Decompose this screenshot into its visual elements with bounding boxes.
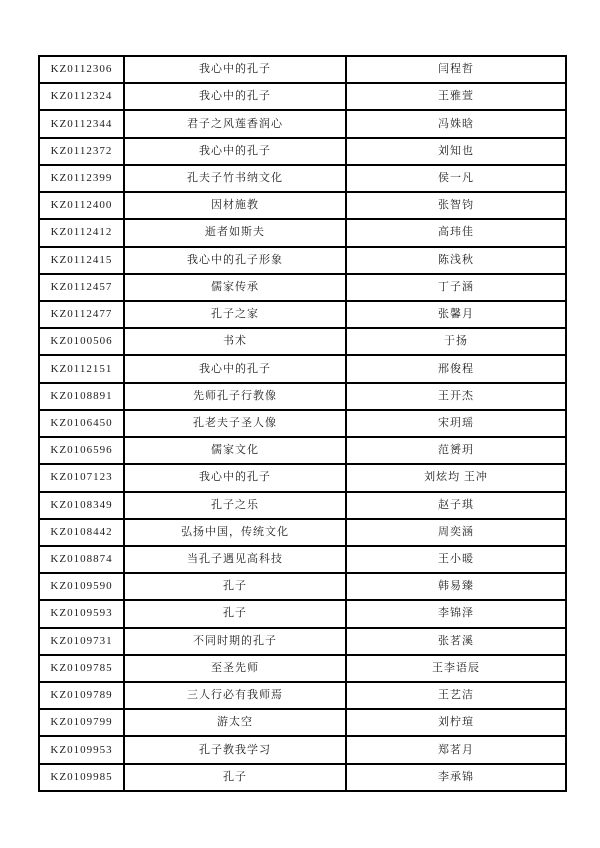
table-row — [39, 110, 566, 137]
table-row — [39, 247, 566, 274]
entry-author-cell: 周奕涵 — [346, 519, 566, 546]
entry-id-cell: KZ0109590 — [39, 573, 124, 600]
entry-title-cell: 孔子教我学习 — [124, 736, 346, 763]
entry-id-cell: KZ0106596 — [39, 437, 124, 464]
entry-author-cell: 冯姝晗 — [346, 110, 566, 137]
table-row — [39, 83, 566, 110]
entry-author-cell: 王李语辰 — [346, 655, 566, 682]
table-row — [39, 437, 566, 464]
entry-title-cell: 孔子之家 — [124, 301, 346, 328]
entry-title-cell: 当孔子遇见高科技 — [124, 546, 346, 573]
table-row — [39, 410, 566, 437]
table-row — [39, 138, 566, 165]
entry-id-cell: KZ0112412 — [39, 219, 124, 246]
entry-author-cell: 王开杰 — [346, 383, 566, 410]
entry-title-cell: 先师孔子行教像 — [124, 383, 346, 410]
entry-author-cell: 丁子涵 — [346, 274, 566, 301]
entry-author-cell: 王雅萱 — [346, 83, 566, 110]
entry-title-cell: 三人行必有我师焉 — [124, 682, 346, 709]
entry-title-cell: 孔子 — [124, 573, 346, 600]
entry-title-cell: 逝者如斯夫 — [124, 219, 346, 246]
entry-title-cell: 我心中的孔子形象 — [124, 247, 346, 274]
entry-title-cell: 君子之风莲香润心 — [124, 110, 346, 137]
table-row — [39, 764, 566, 791]
entry-author-cell: 刘知也 — [346, 138, 566, 165]
entry-author-cell: 张茗溪 — [346, 628, 566, 655]
entry-author-cell: 李锦泽 — [346, 600, 566, 627]
entry-title-cell: 孔子之乐 — [124, 492, 346, 519]
entry-id-cell: KZ0108349 — [39, 492, 124, 519]
table-row — [39, 600, 566, 627]
entry-id-cell: KZ0109985 — [39, 764, 124, 791]
table-row — [39, 546, 566, 573]
entry-title-cell: 儒家传承 — [124, 274, 346, 301]
entry-id-cell: KZ0108874 — [39, 546, 124, 573]
table-row — [39, 383, 566, 410]
entry-title-cell: 孔子 — [124, 764, 346, 791]
entry-author-cell: 李承锦 — [346, 764, 566, 791]
table-row — [39, 519, 566, 546]
entry-id-cell: KZ0109593 — [39, 600, 124, 627]
entry-author-cell: 张馨月 — [346, 301, 566, 328]
table-row — [39, 736, 566, 763]
table-row — [39, 219, 566, 246]
entry-author-cell: 赵子琪 — [346, 492, 566, 519]
entry-author-cell: 陈浅秋 — [346, 247, 566, 274]
submissions-table-body — [39, 56, 566, 791]
entry-author-cell: 于扬 — [346, 328, 566, 355]
table-row — [39, 328, 566, 355]
entry-id-cell: KZ0112324 — [39, 83, 124, 110]
entry-id-cell: KZ0112151 — [39, 355, 124, 382]
entry-author-cell: 高玮佳 — [346, 219, 566, 246]
table-row — [39, 301, 566, 328]
entry-author-cell: 王小暖 — [346, 546, 566, 573]
entry-id-cell: KZ0112399 — [39, 165, 124, 192]
entry-id-cell: KZ0112344 — [39, 110, 124, 137]
entry-author-cell: 张智钧 — [346, 192, 566, 219]
entry-title-cell: 我心中的孔子 — [124, 56, 346, 83]
entry-author-cell: 郑茗月 — [346, 736, 566, 763]
table-row — [39, 56, 566, 83]
table-row — [39, 655, 566, 682]
entry-id-cell: KZ0108891 — [39, 383, 124, 410]
entry-title-cell: 孔老夫子圣人像 — [124, 410, 346, 437]
entry-id-cell: KZ0112372 — [39, 138, 124, 165]
entry-author-cell: 范赟玥 — [346, 437, 566, 464]
table-row — [39, 573, 566, 600]
entry-author-cell: 刘炫均 王冲 — [346, 464, 566, 491]
entry-title-cell: 我心中的孔子 — [124, 138, 346, 165]
entry-author-cell: 王艺洁 — [346, 682, 566, 709]
table-row — [39, 192, 566, 219]
entry-author-cell: 刘柠瑄 — [346, 709, 566, 736]
entry-id-cell: KZ0112457 — [39, 274, 124, 301]
entry-title-cell: 孔子 — [124, 600, 346, 627]
table-row — [39, 492, 566, 519]
entry-id-cell: KZ0109785 — [39, 655, 124, 682]
entry-id-cell: KZ0100506 — [39, 328, 124, 355]
table-row — [39, 355, 566, 382]
entry-title-cell: 书术 — [124, 328, 346, 355]
entry-id-cell: KZ0112477 — [39, 301, 124, 328]
table-row — [39, 682, 566, 709]
entry-id-cell: KZ0109789 — [39, 682, 124, 709]
entry-title-cell: 我心中的孔子 — [124, 83, 346, 110]
entry-title-cell: 弘扬中国，传统文化 — [124, 519, 346, 546]
table-row — [39, 165, 566, 192]
table-row — [39, 628, 566, 655]
entry-title-cell: 儒家文化 — [124, 437, 346, 464]
entry-id-cell: KZ0112306 — [39, 56, 124, 83]
entry-title-cell: 我心中的孔子 — [124, 355, 346, 382]
entry-author-cell: 侯一凡 — [346, 165, 566, 192]
entry-title-cell: 我心中的孔子 — [124, 464, 346, 491]
table-row — [39, 274, 566, 301]
entry-id-cell: KZ0109953 — [39, 736, 124, 763]
entry-id-cell: KZ0107123 — [39, 464, 124, 491]
entry-title-cell: 因材施教 — [124, 192, 346, 219]
entry-author-cell: 宋玥瑶 — [346, 410, 566, 437]
entry-title-cell: 不同时期的孔子 — [124, 628, 346, 655]
entry-title-cell: 游太空 — [124, 709, 346, 736]
entry-id-cell: KZ0109731 — [39, 628, 124, 655]
entry-id-cell: KZ0106450 — [39, 410, 124, 437]
table-row — [39, 464, 566, 491]
entry-author-cell: 闫程哲 — [346, 56, 566, 83]
submissions-table — [38, 55, 567, 792]
entry-id-cell: KZ0112415 — [39, 247, 124, 274]
entry-title-cell: 至圣先师 — [124, 655, 346, 682]
entry-title-cell: 孔夫子竹书纳文化 — [124, 165, 346, 192]
entry-id-cell: KZ0109799 — [39, 709, 124, 736]
table-row — [39, 709, 566, 736]
entry-author-cell: 韩易臻 — [346, 573, 566, 600]
entry-author-cell: 邢俊程 — [346, 355, 566, 382]
entry-id-cell: KZ0108442 — [39, 519, 124, 546]
entry-id-cell: KZ0112400 — [39, 192, 124, 219]
